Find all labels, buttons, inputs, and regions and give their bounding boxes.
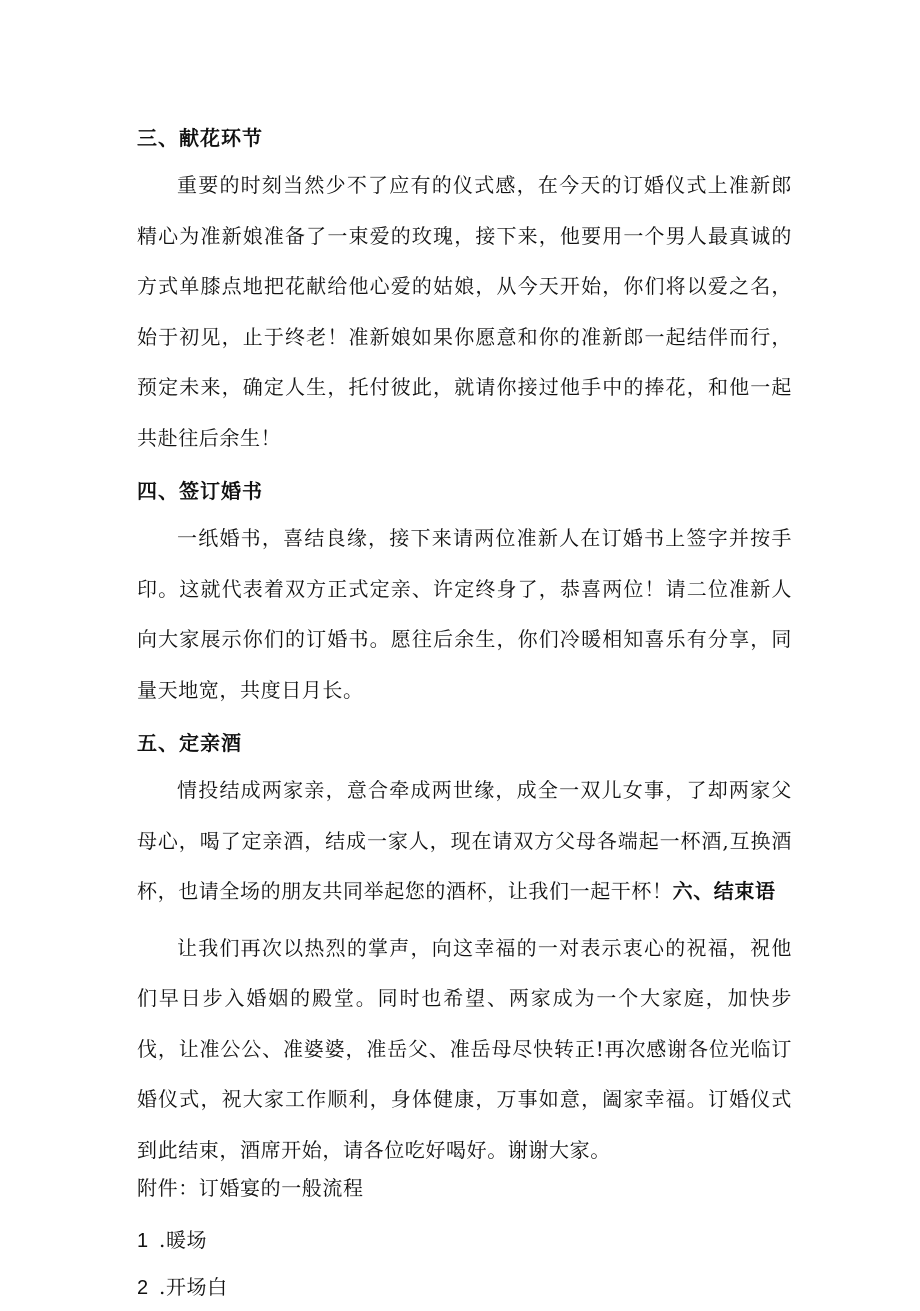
list-item-number: 1 xyxy=(137,1230,149,1252)
list-item-number: 2 xyxy=(137,1277,149,1299)
engagement-wine-text: 情投结成两家亲，意合牵成两世缘，成全一双儿女事，了却两家父母心，喝了定亲酒，结成一家人，现在请双方父母各端起一杯酒,互换酒杯，也请全场的朋友共同举起您的酒杯，让我们一起干杯！ xyxy=(137,778,792,903)
list-item xyxy=(137,1264,792,1311)
section-heading-engagement-wine: 五、定亲酒 xyxy=(137,731,242,755)
attachment-title: 附件：订婚宴的一般流程 xyxy=(137,1176,364,1200)
list-item-text: .暖场 xyxy=(159,1228,208,1252)
list-item-text: .开场白 xyxy=(159,1275,228,1299)
list-item xyxy=(137,1217,792,1264)
section-heading-engagement-letter: 四、签订婚书 xyxy=(137,479,263,503)
section-paragraph-flowers: 重要的时刻当然少不了应有的仪式感，在今天的订婚仪式上准新郎精心为准新娘准备了一束爱的玫瑰，接下来，他要用一个男人最真诚的方式单膝点地把花献给他心爱的姑娘，从今天开始，你们将以爱之名，始于初见，止于终老！准新娘如果你愿意和你的准新郎一起结伴而行，预定未来，确定人生，托付彼此，就请你接过他手中的捧花，和他一起共赴往后余生！ xyxy=(137,173,792,450)
section-heading-flowers: 三、献花环节 xyxy=(137,126,263,150)
section-heading-closing: 六、结束语 xyxy=(672,879,776,903)
section-paragraph-closing: 让我们再次以热烈的掌声，向这幸福的一对表示衷心的祝福，祝他们早日步入婚姻的殿堂。同时也希望、两家成为一个大家庭，加快步伐，让准公公、准婆婆，准岳父、准岳母尽快转正!再次感谢各位光临订婚仪式，祝大家工作顺利，身体健康，万事如意，阖家幸福。订婚仪式到此结束，酒席开始，请各位吃好喝好。谢谢大家。 xyxy=(137,935,792,1162)
section-paragraph-engagement-wine xyxy=(137,765,792,917)
document-content xyxy=(137,116,792,1311)
section-paragraph-engagement-letter: 一纸婚书，喜结良缘，接下来请两位准新人在订婚书上签字并按手印。这就代表着双方正式定亲、许定终身了，恭喜两位！请二位准新人向大家展示你们的订婚书。愿往后余生，你们冷暖相知喜乐有分享，同量天地宽，共度日月长。 xyxy=(137,526,792,702)
